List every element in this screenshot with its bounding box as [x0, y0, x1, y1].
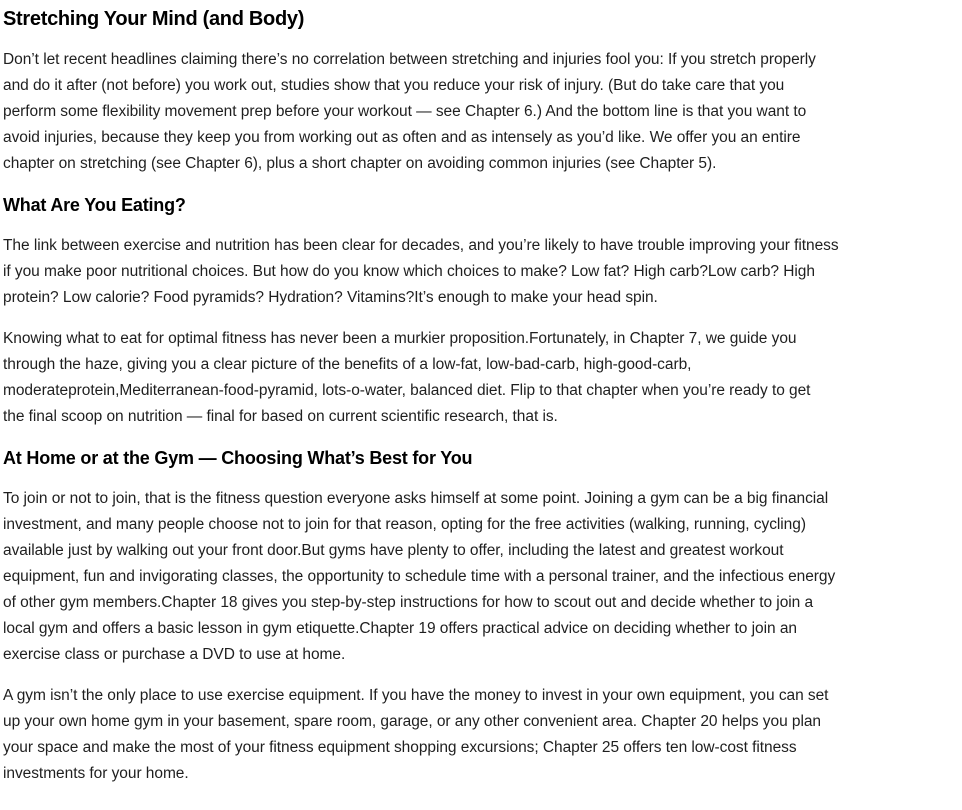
- paragraph: [3, 683, 954, 787]
- paragraph: [3, 486, 954, 668]
- paragraph: [3, 326, 954, 430]
- text-line: perform some flexibility movement prep before your workout — see Chapter 6.) And the bottom line is that you want to: [3, 103, 807, 120]
- section-stretching-your-mind: [3, 6, 954, 177]
- text-line: exercise class or purchase a DVD to use at home.: [3, 646, 346, 663]
- text-line: the final scoop on nutrition — final for based on current scientific research, that is.: [3, 408, 558, 425]
- section-heading: At Home or at the Gym — Choosing What’s Best for You: [3, 448, 473, 468]
- section-home-or-gym: [3, 445, 954, 787]
- text-line: The link between exercise and nutrition has been clear for decades, and you’re likely to have trouble improving your fitness: [3, 237, 839, 254]
- paragraph: [3, 47, 954, 177]
- text-line: A gym isn’t the only place to use exercise equipment. If you have the money to invest in your own equipment, you can set: [3, 687, 829, 704]
- paragraph: [3, 233, 954, 311]
- text-line: through the haze, giving you a clear picture of the benefits of a low-fat, low-bad-carb, high-good-carb,: [3, 356, 692, 373]
- text-line: moderateprotein,Mediterranean-food-pyramid, lots-o-water, balanced diet. Flip to that chapter when you’re ready to get: [3, 382, 811, 399]
- text-line: chapter on stretching (see Chapter 6), plus a short chapter on avoiding common injuries (see Chapter 5).: [3, 155, 717, 172]
- text-line: Don’t let recent headlines claiming there’s no correlation between stretching and injuries fool you: If you stretch properly: [3, 51, 816, 68]
- text-line: up your own home gym in your basement, spare room, garage, or any other convenient area. Chapter 20 helps you plan: [3, 713, 822, 730]
- text-line: Knowing what to eat for optimal fitness has never been a murkier proposition.Fortunately, in Chapter 7, we guide you: [3, 330, 797, 347]
- text-line: investments for your home.: [3, 765, 189, 782]
- text-line: investment, and many people choose not to join for that reason, opting for the free activities (walking, running, cycling): [3, 516, 806, 533]
- text-line: avoid injuries, because they keep you from working out as often and as intensely as you’d like. We offer you an entire: [3, 129, 801, 146]
- text-line: protein? Low calorie? Food pyramids? Hydration? Vitamins?It’s enough to make your head spin.: [3, 289, 658, 306]
- text-line: local gym and offers a basic lesson in gym etiquette.Chapter 19 offers practical advice on deciding whether to join an: [3, 620, 797, 637]
- section-heading: Stretching Your Mind (and Body): [3, 8, 305, 30]
- text-line: if you make poor nutritional choices. But how do you know which choices to make? Low fat? High carb?Low carb? High: [3, 263, 815, 280]
- text-line: available just by walking out your front door.But gyms have plenty to offer, including the latest and greatest workout: [3, 542, 784, 559]
- section-heading: What Are You Eating?: [3, 195, 186, 215]
- text-line: of other gym members.Chapter 18 gives you step-by-step instructions for how to scout out and decide whether to join a: [3, 594, 814, 611]
- section-what-are-you-eating: [3, 192, 954, 430]
- text-line: equipment, fun and invigorating classes, the opportunity to schedule time with a personal trainer, and the infectious energy: [3, 568, 836, 585]
- document-body: [3, 6, 954, 787]
- text-line: and do it after (not before) you work out, studies show that you reduce your risk of injury. (But do take care that you: [3, 77, 785, 94]
- text-line: To join or not to join, that is the fitness question everyone asks himself at some point. Joining a gym can be a big financial: [3, 490, 829, 507]
- text-line: your space and make the most of your fitness equipment shopping excursions; Chapter 25 offers ten low-cost fitness: [3, 739, 797, 756]
